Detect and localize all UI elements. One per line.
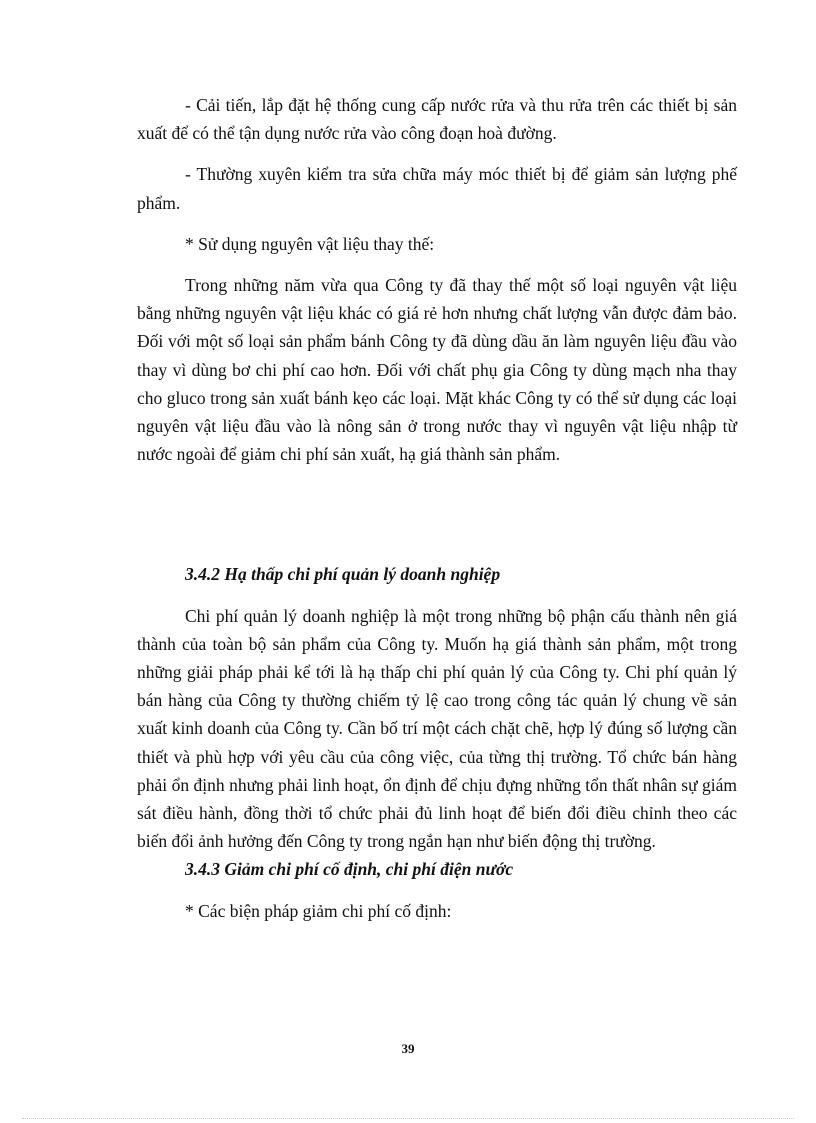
paragraph-management-costs: Chi phí quản lý doanh nghiệp là một trong những bộ phận cấu thành nên giá thành của toàn bộ sản phẩm của Công ty. Muốn hạ giá thành sản phẩm, một trong những giải pháp phải kể tới là hạ thấp chi phí quản lý của Công ty. Chi phí quản lý bán hàng của Công ty thường chiếm tỷ lệ cao trong công tác quản lý chung về sản xuất kinh doanh của Công ty. Cần bố trí một cách chặt chẽ, hợp lý đúng số lượng cần thiết và phù hợp với yêu cầu của công việc, của từng thị trường. Tổ chức bán hàng phải ổn định nhưng phải linh hoạt, ổn định để chịu đựng những tổn thất nhân sự giám sát điều hành, đồng thời tổ chức phải đủ linh hoạt để biến đổi điều chỉnh theo các biến đổi ảnh hưởng đến Công ty trong ngắn hạn như biến động thị trường. [137, 605, 737, 852]
footer-divider [22, 1118, 794, 1119]
section-heading-3-4-2: 3.4.2 Hạ thấp chi phí quản lý doanh nghiệp [185, 564, 501, 585]
paragraph-substitute-materials-heading: * Sử dụng nguyên vật liệu thay thế: [185, 233, 435, 254]
paragraph-substitute-materials: Trong những năm vừa qua Công ty đã thay thế một số loại nguyên vật liệu bằng những nguyên vật liệu khác có giá rẻ hơn nhưng chất lượng vẫn được đảm bảo. Đối với một số loại sản phẩm bánh Công ty đã dùng dầu ăn làm nguyên liệu đầu vào thay vì dùng bơ chi phí cao hơn. Đối với chất phụ gia Công ty dùng mạch nha thay cho gluco trong sản xuất bánh kẹo các loại. Mặt khác Công ty có thể sử dụng các loại nguyên vật liệu đầu vào là nông sản ở trong nước thay vì nguyên vật liệu nhập từ nước ngoài để giảm chi phí sản xuất, hạ giá thành sản phẩm. [137, 275, 737, 465]
page-number: 39 [401, 1041, 415, 1056]
section-heading-3-4-3: 3.4.3 Giảm chi phí cố định, chi phí điện nước [185, 859, 514, 880]
page-content [137, 91, 737, 925]
paragraph-maintenance: - Thường xuyên kiểm tra sửa chữa máy móc thiết bị để giảm sản lượng phế phẩm. [137, 164, 737, 213]
paragraph-wash-water: - Cải tiến, lắp đặt hệ thống cung cấp nước rửa và thu rửa trên các thiết bị sản xuất để có thể tận dụng nước rửa vào công đoạn hoà đường. [137, 95, 737, 144]
paragraph-fixed-cost-measures: * Các biện pháp giảm chi phí cố định: [185, 900, 452, 921]
